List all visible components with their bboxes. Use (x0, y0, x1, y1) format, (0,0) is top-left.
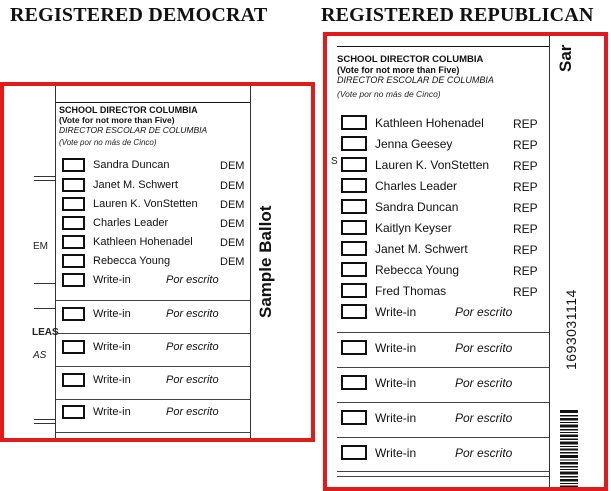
contest-top-rule (56, 102, 250, 103)
sample-ballot-label-partial: Sar (556, 44, 575, 72)
vote-oval[interactable] (62, 273, 85, 287)
vote-oval[interactable] (62, 405, 85, 419)
vote-oval[interactable] (62, 216, 85, 230)
candidate-party: REP (513, 264, 538, 278)
heading-registered-republican: REGISTERED REPUBLICAN (321, 4, 594, 26)
write-in-spanish: Por escrito (166, 374, 219, 386)
vote-oval[interactable] (341, 304, 367, 319)
candidate-row[interactable] (341, 199, 458, 214)
candidate-party: DEM (220, 218, 245, 230)
candidate-name: Charles Leader (93, 217, 169, 229)
vote-instruction: (Vote for not more than Five) (59, 115, 175, 125)
vote-instruction-spanish: (Vote por no más de Cinco) (337, 89, 441, 99)
vote-oval[interactable] (341, 283, 367, 298)
write-in-line (56, 366, 250, 367)
write-in-line (56, 432, 250, 433)
vote-oval[interactable] (341, 115, 367, 130)
write-in-line (337, 437, 549, 438)
heading-registered-democrat: REGISTERED DEMOCRAT (10, 4, 268, 26)
write-in-label: Write-in (375, 410, 417, 425)
vote-oval[interactable] (341, 157, 367, 172)
vote-oval[interactable] (62, 158, 85, 172)
candidate-name: Lauren K. VonStetten (93, 198, 198, 210)
write-in-row[interactable] (62, 273, 131, 287)
candidate-party: REP (513, 138, 538, 152)
candidate-row[interactable] (341, 178, 457, 193)
contest-title-spanish: DIRECTOR ESCOLAR DE COLUMBIA (59, 125, 208, 135)
write-in-label: Write-in (93, 274, 131, 286)
write-in-row[interactable] (62, 340, 131, 354)
column-rule (549, 36, 550, 487)
vote-instruction: (Vote for not more than Five) (337, 65, 460, 75)
write-in-label: Write-in (375, 445, 417, 460)
write-in-line (337, 471, 549, 472)
write-in-label: Write-in (93, 374, 131, 386)
candidate-party: REP (513, 222, 538, 236)
rule (34, 308, 56, 309)
text-fragment: LEAS (32, 327, 59, 338)
candidate-party: REP (513, 201, 538, 215)
democrat-ballot-panel (0, 82, 315, 442)
write-in-spanish: Por escrito (166, 406, 219, 418)
candidate-row[interactable] (341, 241, 468, 256)
ballot-number: 1693031114 (563, 289, 579, 370)
vote-oval[interactable] (62, 254, 85, 268)
write-in-spanish: Por escrito (455, 411, 513, 425)
contest-school-director (337, 46, 549, 491)
candidate-party: REP (513, 285, 538, 299)
candidate-row[interactable] (62, 158, 169, 172)
write-in-line (337, 332, 549, 333)
contest-school-director (56, 102, 250, 442)
candidate-party: REP (513, 243, 538, 257)
contest-top-rule (337, 46, 549, 47)
write-in-spanish: Por escrito (166, 341, 219, 353)
candidate-row[interactable] (341, 136, 452, 151)
write-in-row[interactable] (62, 373, 131, 387)
vote-oval[interactable] (341, 199, 367, 214)
candidate-party: DEM (220, 256, 245, 268)
candidate-row[interactable] (62, 235, 193, 249)
candidate-row[interactable] (62, 216, 168, 230)
candidate-row[interactable] (341, 115, 484, 130)
vote-oval[interactable] (62, 340, 85, 354)
write-in-row[interactable] (341, 445, 416, 460)
vote-oval[interactable] (341, 241, 367, 256)
barcode (560, 410, 578, 490)
write-in-row[interactable] (62, 307, 131, 321)
candidate-name: Kaitlyn Keyser (375, 220, 452, 235)
candidate-party: DEM (220, 160, 245, 172)
candidate-party: DEM (220, 180, 245, 192)
candidate-party: DEM (220, 199, 245, 211)
contest-title-spanish: DIRECTOR ESCOLAR DE COLUMBIA (337, 75, 494, 85)
write-in-row[interactable] (341, 340, 416, 355)
write-in-spanish: Por escrito (166, 308, 219, 320)
write-in-line (337, 402, 549, 403)
write-in-line (56, 333, 250, 334)
candidate-row[interactable] (341, 220, 452, 235)
candidate-name: Rebecca Young (93, 255, 171, 267)
write-in-spanish: Por escrito (455, 446, 513, 460)
vote-oval[interactable] (341, 136, 367, 151)
vote-oval[interactable] (341, 445, 367, 460)
sample-ballot-label: Sample Ballot (256, 205, 275, 318)
write-in-row[interactable] (341, 410, 416, 425)
candidate-party: REP (513, 180, 538, 194)
write-in-label: Write-in (93, 341, 131, 353)
candidate-row[interactable] (341, 262, 459, 277)
candidate-name: Kathleen Hohenadel (93, 236, 193, 248)
vote-oval[interactable] (62, 373, 85, 387)
write-in-row[interactable] (62, 405, 131, 419)
candidate-party: REP (513, 117, 538, 131)
candidate-name: Kathleen Hohenadel (375, 115, 484, 130)
write-in-line (337, 367, 549, 368)
rule (34, 283, 56, 284)
candidate-name: Charles Leader (375, 178, 458, 193)
write-in-spanish: Por escrito (166, 274, 219, 286)
contest-title: SCHOOL DIRECTOR COLUMBIA (59, 105, 198, 115)
column-rule (250, 86, 251, 438)
vote-oval[interactable] (341, 262, 367, 277)
write-in-label: Write-in (375, 375, 417, 390)
contest-title: SCHOOL DIRECTOR COLUMBIA (337, 54, 484, 65)
rule (34, 419, 56, 420)
candidate-row[interactable] (62, 197, 198, 211)
candidate-row[interactable] (62, 254, 170, 268)
rule (34, 423, 56, 424)
vote-oval[interactable] (62, 307, 85, 321)
candidate-name: Sandra Duncan (375, 199, 459, 214)
candidate-party: REP (513, 159, 538, 173)
vote-instruction-spanish: (Vote por no más de Cinco) (59, 138, 157, 147)
write-in-row[interactable] (341, 375, 416, 390)
candidate-name: Lauren K. VonStetten (375, 157, 490, 172)
write-in-spanish: Por escrito (455, 376, 513, 390)
candidate-row[interactable] (62, 178, 178, 192)
rule (34, 180, 56, 181)
write-in-label: Write-in (93, 308, 131, 320)
vote-oval[interactable] (62, 197, 85, 211)
write-in-line (56, 399, 250, 400)
vote-oval[interactable] (62, 235, 85, 249)
candidate-name: Jenna Geesey (375, 136, 453, 151)
text-fragment: EM (33, 241, 48, 252)
write-in-label: Write-in (93, 406, 131, 418)
candidate-row[interactable] (341, 157, 489, 172)
write-in-row[interactable] (341, 304, 416, 319)
candidate-party: DEM (220, 237, 245, 249)
candidate-name: Janet M. Schwert (93, 179, 178, 191)
write-in-spanish: Por escrito (455, 305, 513, 319)
write-in-label: Write-in (375, 340, 417, 355)
write-in-spanish: Por escrito (455, 341, 513, 355)
text-fragment: AS (33, 350, 47, 361)
republican-ballot-panel (323, 32, 608, 491)
vote-oval[interactable] (341, 410, 367, 425)
candidate-name: Fred Thomas (375, 283, 447, 298)
candidate-name: Sandra Duncan (93, 159, 170, 171)
text-fragment: S (331, 156, 338, 167)
write-in-line (337, 476, 549, 477)
write-in-label: Write-in (375, 304, 417, 319)
vote-oval[interactable] (62, 178, 85, 192)
vote-oval[interactable] (341, 178, 367, 193)
candidate-name: Janet M. Schwert (375, 241, 468, 256)
write-in-line (56, 300, 250, 301)
candidate-name: Rebecca Young (375, 262, 460, 277)
vote-oval[interactable] (341, 220, 367, 235)
vote-oval[interactable] (341, 375, 367, 390)
rule (34, 176, 56, 177)
vote-oval[interactable] (341, 340, 367, 355)
candidate-row[interactable] (341, 283, 446, 298)
